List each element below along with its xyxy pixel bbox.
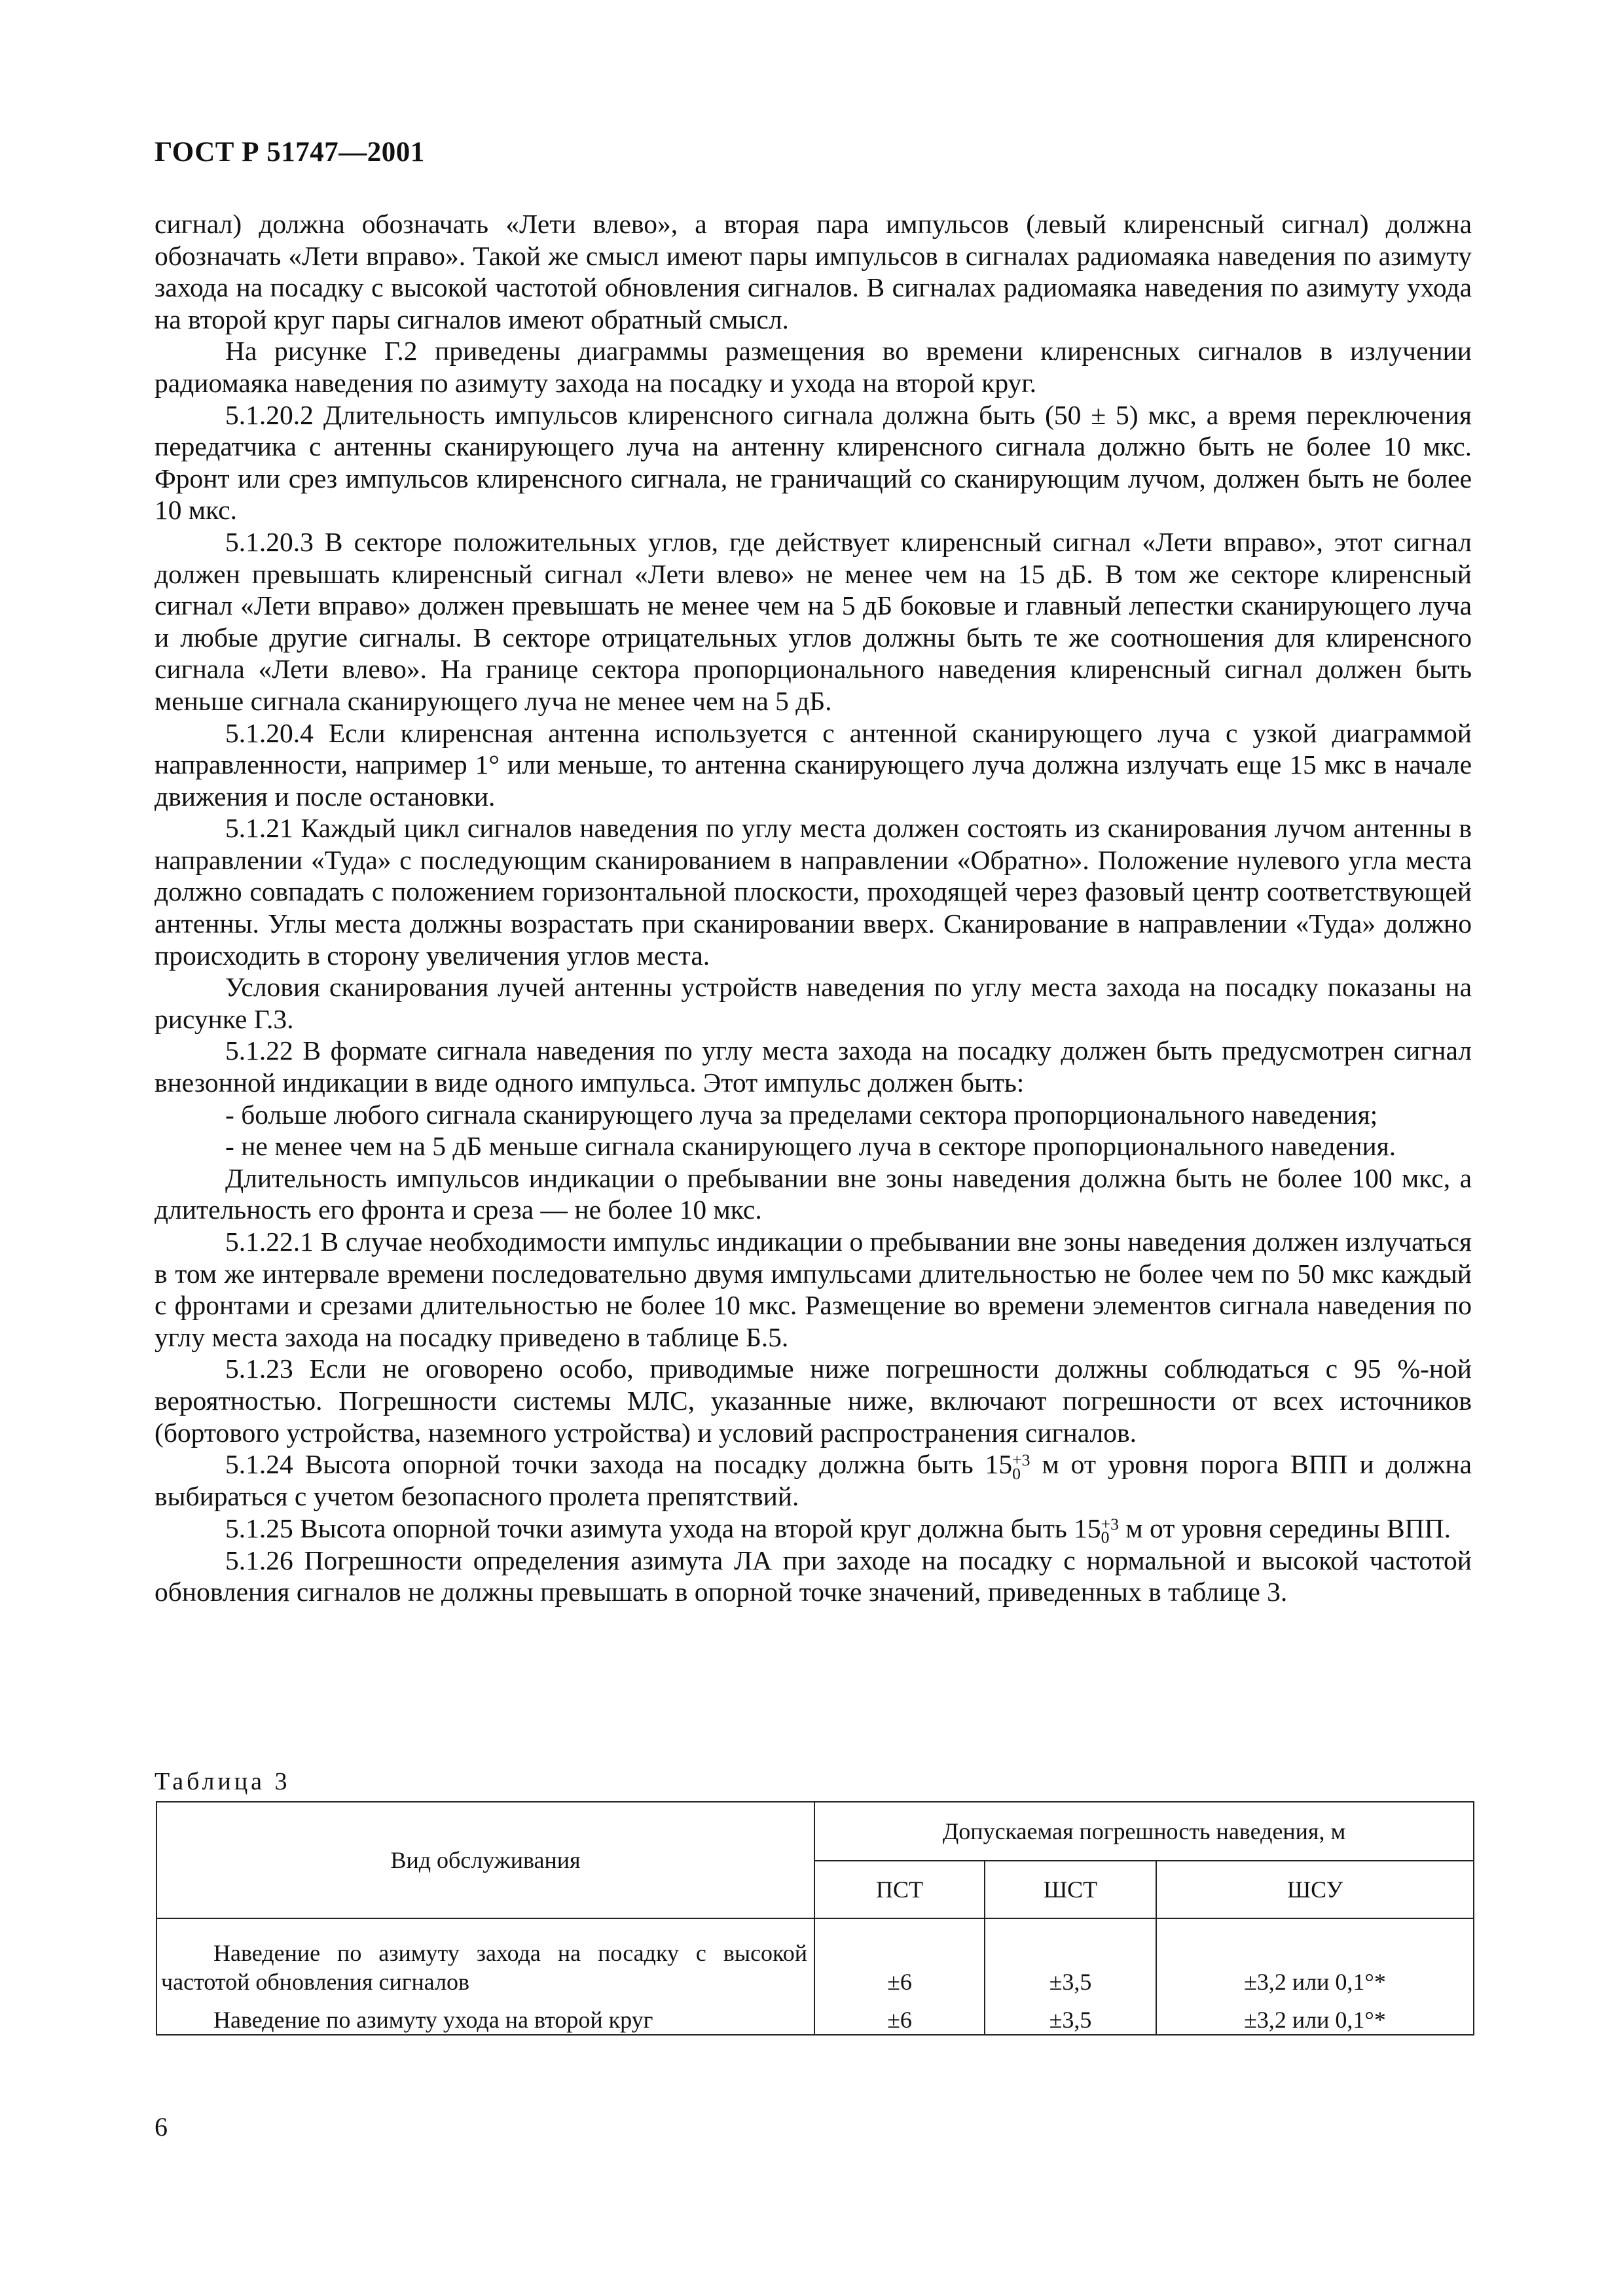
table-row	[156, 1996, 1474, 2035]
tolerance-sup: +3	[1101, 1514, 1120, 1534]
column-header-shsu: ШСУ	[1156, 1861, 1474, 1918]
table-3	[156, 1801, 1474, 2036]
paragraph: На рисунке Г.2 приведены диаграммы размещения во времени клиренсных сигналов в излучении радиомаяка наведения по азимуту захода на посадку и ухода на второй круг.	[155, 336, 1472, 398]
paragraph-5-1-21: 5.1.21 Каждый цикл сигналов наведения по углу места должен состоять из сканирования лучом антенны в направлении «Туда» с последующим сканированием в направлении «Обратно». Положение нулевого угла места должно совпадать с положением горизонтальной плоскости, проходящей через фазовый центр соответствующей антенны. Углы места должны возрастать при сканировании вверх. Сканирование в направлении «Туда» должно происходить в сторону увеличения углов места.	[155, 813, 1472, 971]
tolerance-sub: 0	[1101, 1528, 1110, 1547]
service-cell: Наведение по азимуту захода на посадку с высокой частотой обновления сигналов	[156, 1918, 814, 1996]
text-span: 5.1.24 Высота опорной точки захода на посадку должна быть 15	[225, 1449, 1013, 1480]
table-row	[156, 1918, 1474, 1996]
service-cell: Наведение по азимуту ухода на второй круг	[156, 1996, 814, 2035]
table-caption: Таблица 3	[155, 1768, 291, 1795]
body-text	[155, 208, 1472, 1608]
paragraph-5-1-22: 5.1.22 В формате сигнала наведения по углу места захода на посадку должен быть предусмотрен сигнал внезонной индикации в виде одного импульса. Этот импульс должен быть:	[155, 1035, 1472, 1098]
paragraph-5-1-22-1: 5.1.22.1 В случае необходимости импульс индикации о пребывании вне зоны наведения должен излучаться в том же интервале времени последовательно двумя импульсами длительностью не более чем по 50 мкс каждый с фронтами и срезами длительностью не более 10 мкс. Размещение во времени элементов сигнала наведения по углу места захода на посадку приведено в таблице Б.5.	[155, 1227, 1472, 1352]
value-cell: ±3,2 или 0,1°*	[1156, 1996, 1474, 2035]
paragraph: Условия сканирования лучей антенны устройств наведения по углу места захода на посадку показаны на рисунке Г.3.	[155, 972, 1472, 1034]
column-header-pst: ПСТ	[814, 1861, 985, 1918]
column-header-shst: ШСТ	[985, 1861, 1156, 1918]
paragraph-5-1-26: 5.1.26 Погрешности определения азимута ЛА при заходе на посадку с нормальной и высокой частотой обновления сигналов не должны превышать в опорной точке значений, приведенных в таблице 3.	[155, 1545, 1472, 1607]
paragraph-5-1-20-2: 5.1.20.2 Длительность импульсов клиренсного сигнала должна быть (50 ± 5) мкс, а время переключения передатчика с антенны сканирующего луча на антенну клиренсного сигнала должно быть не более 10 мкс. Фронт или срез импульсов клиренсного сигнала, не граничащий со сканирующим лучом, должен быть не более 10 мкс.	[155, 399, 1472, 526]
value-cell: ±6	[814, 1996, 985, 2035]
value-cell: ±3,2 или 0,1°*	[1156, 1918, 1474, 1996]
paragraph: сигнал) должна обозначать «Лети влево», а вторая пара импульсов (левый клиренсный сигнал) должна обозначать «Лети вправо». Такой же смысл имеют пары импульсов в сигналах радиомаяка наведения по азимуту захода на посадку с высокой частотой обновления сигналов. В сигналах радиомаяка наведения по азимуту ухода на второй круг пары сигналов имеют обратный смысл.	[155, 209, 1472, 334]
list-item: - не менее чем на 5 дБ меньше сигнала сканирующего луча в секторе пропорционального наведения.	[225, 1131, 1396, 1162]
paragraph-5-1-25	[155, 1513, 1472, 1545]
value-cell: ±6	[814, 1918, 985, 1996]
value-cell: ±3,5	[985, 1918, 1156, 1996]
value-cell: ±3,5	[985, 1996, 1156, 2035]
column-header-group: Допускаемая погрешность наведения, м	[814, 1802, 1474, 1861]
text-span: м от уровня порога ВПП и должна выбираться с учетом безопасного пролета препятствий.	[155, 1449, 1472, 1512]
paragraph: Длительность импульсов индикации о пребывании вне зоны наведения должна быть не более 100 мкс, а длительность его фронта и среза — не более 10 мкс.	[155, 1162, 1472, 1225]
tolerance-sub: 0	[1012, 1463, 1021, 1483]
document-header: ГОСТ Р 51747—2001	[155, 137, 425, 168]
page-number: 6	[155, 2112, 168, 2142]
text-span: м от уровня середины ВПП.	[1119, 1513, 1451, 1543]
paragraph-5-1-23: 5.1.23 Если не оговорено особо, приводимые ниже погрешности должны соблюдаться с 95 %-ной вероятностью. Погрешности системы МЛС, указанные ниже, включают погрешности от всех источников (бортового устройства, наземного устройства) и условий распространения сигналов.	[155, 1354, 1472, 1448]
list-item: - больше любого сигнала сканирующего луча за пределами сектора пропорционального наведения;	[225, 1099, 1378, 1130]
paragraph-5-1-20-4: 5.1.20.4 Если клиренсная антенна используется с антенной сканирующего луча с узкой диаграммой направленности, например 1° или меньше, то антенна сканирующего луча должна излучать еще 15 мкс в начале движения и после остановки.	[155, 717, 1472, 812]
paragraph-5-1-20-3: 5.1.20.3 В секторе положительных углов, где действует клиренсный сигнал «Лети вправо», этот сигнал должен превышать клиренсный сигнал «Лети влево» не менее чем на 15 дБ. В том же секторе клиренсный сигнал «Лети вправо» должен превышать не менее чем на 5 дБ боковые и главный лепестки сканирующего луча и любые другие сигналы. В секторе отрицательных углов должны быть те же соотношения для клиренсного сигнала «Лети влево». На границе сектора пропорционального наведения клиренсный сигнал должен быть меньше сигнала сканирующего луча не менее чем на 5 дБ.	[155, 526, 1472, 716]
column-header-service: Вид обслуживания	[156, 1802, 814, 1918]
paragraph-5-1-24	[155, 1448, 1472, 1513]
tolerance-sup: +3	[1012, 1450, 1030, 1470]
text-span: 5.1.25 Высота опорной точки азимута ухода на второй круг должна быть 15	[225, 1513, 1101, 1543]
